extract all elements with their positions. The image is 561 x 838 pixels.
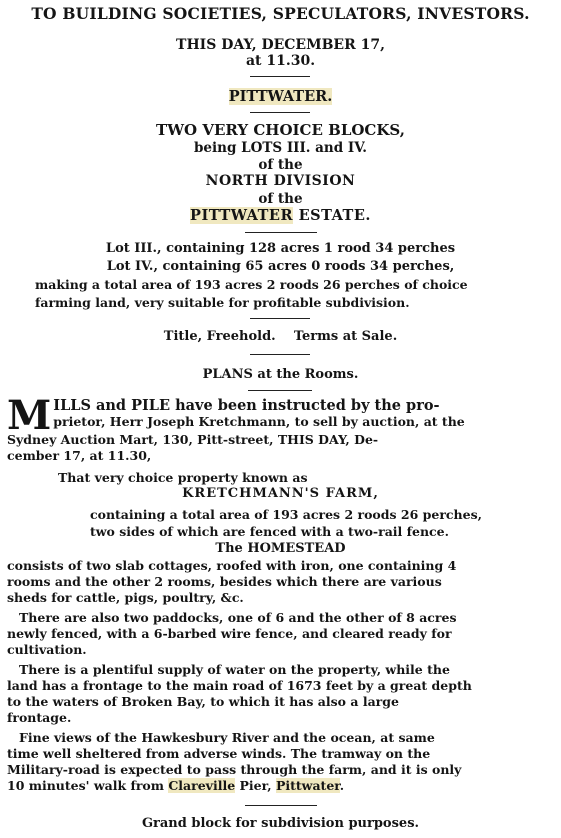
text-line: sheds for cattle, pigs, poultry, &c.	[7, 590, 244, 605]
lots-line: being LOTS III. and IV.	[193, 140, 368, 156]
homestead-heading: The HOMESTEAD	[215, 541, 346, 556]
lots-line: of the	[258, 191, 303, 207]
intro-line: cember 17, at 11.30,	[7, 448, 152, 463]
place-heading-wrapper	[0, 88, 561, 105]
views-paragraph	[7, 730, 461, 794]
divider	[250, 112, 310, 113]
water-paragraph	[7, 662, 472, 726]
divider	[245, 805, 317, 806]
divider	[245, 232, 317, 233]
text-line: time well sheltered from adverse winds. The tramway on the	[7, 746, 431, 761]
divider	[250, 318, 310, 319]
intro-line: Sydney Auction Mart, 130, Pitt-street, THIS DAY, De-	[7, 432, 379, 447]
paddocks-paragraph	[7, 610, 456, 658]
lots-line: of the	[258, 157, 303, 173]
pittwater-name: Pittwater	[275, 778, 340, 793]
text-line: rooms and the other 2 rooms, besides which there are various	[7, 574, 442, 589]
estate-name: PITTWATER	[190, 207, 294, 224]
divider	[250, 354, 310, 355]
clareville-name: Clareville	[168, 778, 236, 793]
intro-paragraph	[7, 392, 553, 464]
text-line: Military-road is expected to pass through the farm, and it is only	[7, 762, 462, 777]
homestead-paragraph	[7, 558, 456, 606]
text-line: There are also two paddocks, one of 6 and the other of 8 acres	[19, 610, 457, 625]
drop-cap: M	[7, 392, 51, 439]
area-line: two sides of which are fenced with a two-rail fence.	[90, 524, 449, 539]
time-line: at 11.30.	[245, 53, 316, 69]
text-line: consists of two slab cottages, roofed with iron, one containing 4	[7, 558, 457, 573]
divider	[250, 76, 310, 77]
terms-line: Title, Freehold. Terms at Sale.	[163, 329, 398, 344]
estate-suffix: ESTATE.	[293, 207, 371, 224]
that-line: That very choice property known as	[58, 470, 308, 485]
place-heading: PITTWATER.	[228, 88, 333, 105]
text-fragment: 10 minutes' walk from	[7, 778, 169, 793]
text-line: There is a plentiful supply of water on the property, while the	[19, 662, 450, 677]
text-line-final	[7, 778, 461, 794]
divider	[248, 390, 312, 391]
text-fragment: Pier,	[235, 778, 276, 793]
text-line: frontage.	[7, 710, 72, 725]
lot-four: Lot IV., containing 65 acres 0 roods 34 perches,	[106, 259, 455, 274]
date-line: THIS DAY, DECEMBER 17,	[176, 37, 385, 53]
total-line: making a total area of 193 acres 2 roods 26 perches of choice	[35, 277, 468, 292]
plans-line: PLANS at the Rooms.	[202, 367, 359, 382]
text-line: cultivation.	[7, 642, 87, 657]
estate-heading	[0, 207, 561, 224]
text-fragment: .	[339, 778, 345, 793]
text-line: Fine views of the Hawkesbury River and the ocean, at same	[19, 730, 435, 745]
lots-title: TWO VERY CHOICE BLOCKS,	[156, 121, 405, 139]
farm-name: KRETCHMANN'S FARM,	[182, 486, 379, 501]
text-line: land has a frontage to the main road of 1673 feet by a great depth	[7, 678, 472, 693]
banner-heading: TO BUILDING SOCIETIES, SPECULATORS, INVESTORS.	[31, 4, 530, 23]
text-line: to the waters of Broken Bay, to which it has also a large	[7, 694, 399, 709]
footer-line: Grand block for subdivision purposes.	[141, 816, 420, 831]
intro-line: prietor, Herr Joseph Kretchmann, to sell by auction, at the	[53, 414, 465, 429]
area-line: containing a total area of 193 acres 2 roods 26 perches,	[90, 507, 482, 522]
intro-line: ILLS and PILE have been instructed by the pro-	[53, 397, 440, 414]
total-line: farming land, very suitable for profitable subdivision.	[35, 295, 410, 310]
division-heading: NORTH DIVISION	[205, 173, 356, 189]
lot-three: Lot III., containing 128 acres 1 rood 34 perches	[105, 241, 456, 256]
text-line: newly fenced, with a 6-barbed wire fence, and cleared ready for	[7, 626, 452, 641]
